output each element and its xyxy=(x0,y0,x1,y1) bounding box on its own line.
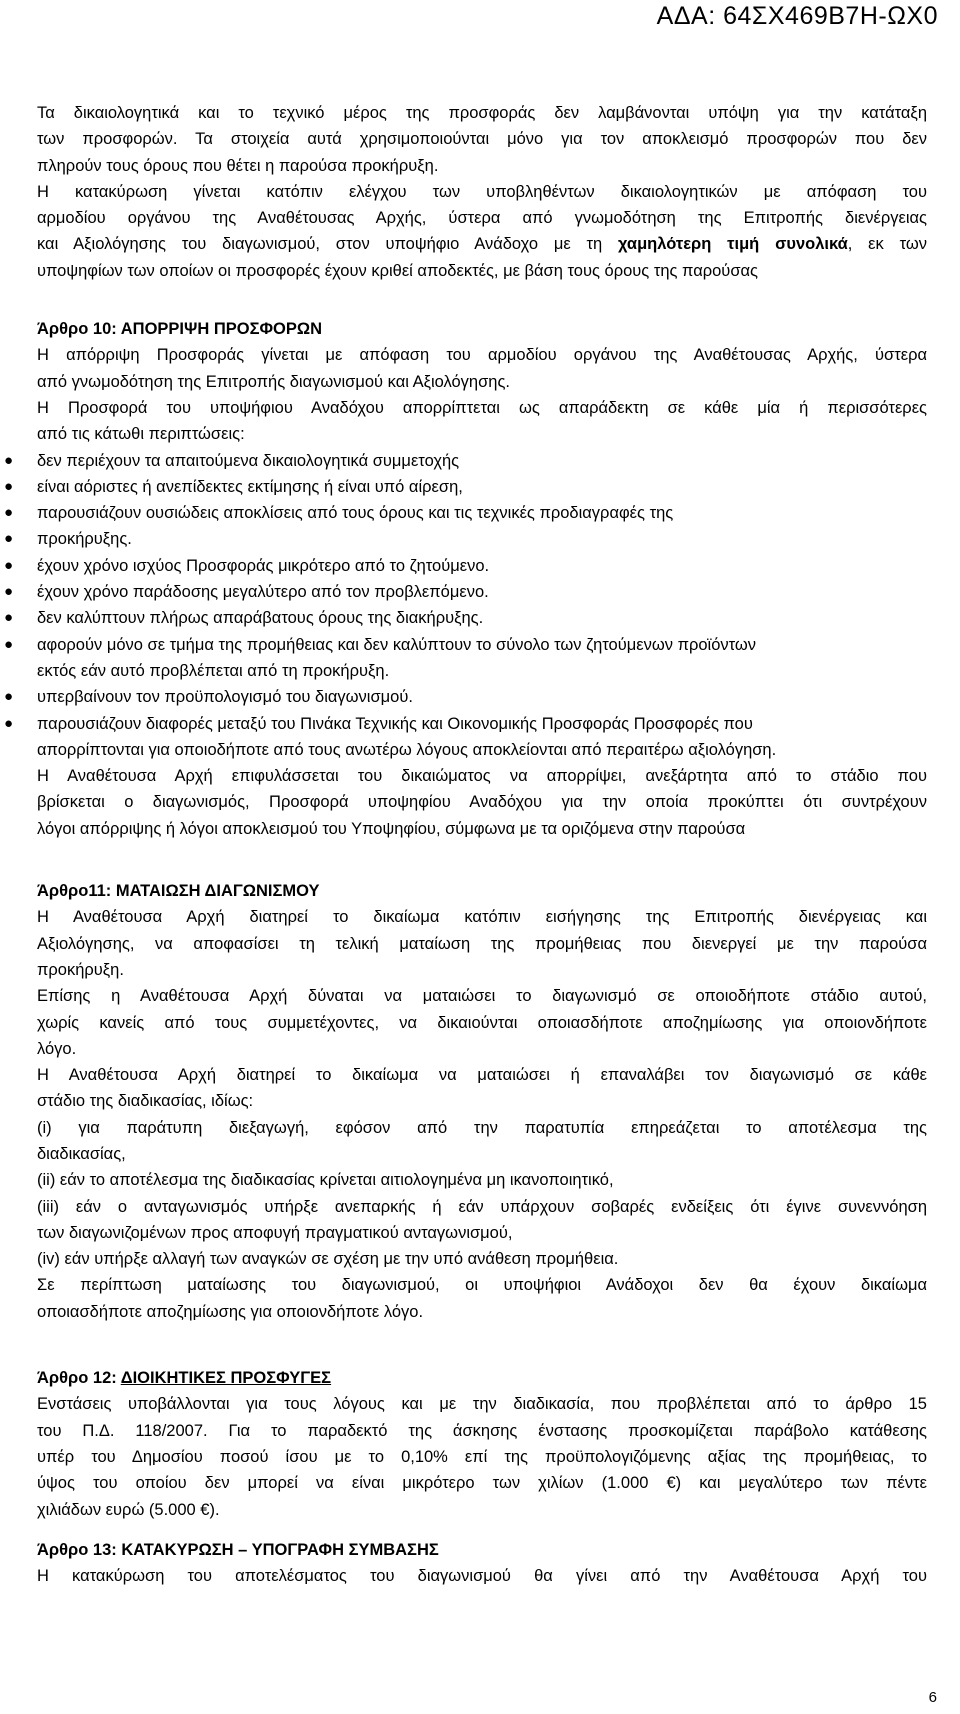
list-item xyxy=(4,474,927,500)
text-line: (iii) εάν ο ανταγωνισμός υπήρξε ανεπαρκής ή εάν υπάρχουν σοβαρές ενδείξεις ότι έγινε συνεννόηση xyxy=(37,1197,927,1216)
bullet-icon: ● xyxy=(4,609,14,627)
list-item-continuation xyxy=(37,737,927,763)
text-line: (iv) εάν υπήρξε αλλαγή των αναγκών σε σχέση με την υπό ανάθεση προμήθεια. xyxy=(37,1250,619,1269)
list-item-text: αφορούν μόνο σε τμήμα της προμήθειας και δεν καλύπτουν το σύνολο των ζητούμενων προϊόντων xyxy=(37,635,757,654)
text-line: αρμοδίου οργάνου της Αναθέτουσας Αρχής, ύστερα από γνωμοδότηση της Επιτροπής διενέργειας xyxy=(37,209,927,228)
text-line: πληρούν τους όρους που θέτει η παρούσα προκήρυξη. xyxy=(37,156,439,175)
list-item-text: εκτός εάν αυτό προβλέπεται από τη προκήρυξη. xyxy=(37,661,390,680)
bullet-icon: ● xyxy=(4,556,14,574)
text-line: Ενστάσεις υποβάλλονται για τους λόγους και με την διαδικασία, που προβλέπεται από το άρθρο 15 xyxy=(37,1395,927,1414)
list-item-text: δεν περιέχουν τα απαιτούμενα δικαιολογητικά συμμετοχής xyxy=(37,451,460,470)
bullet-icon: ● xyxy=(4,530,14,548)
list-item-text: έχουν χρόνο ισχύος Προσφοράς μικρότερο από το ζητούμενο. xyxy=(37,556,490,575)
text-line: του Π.Δ. 118/2007. Για το παραδεκτό της άσκησης ένστασης προσκομίζεται παράβολο κατάθεσης xyxy=(37,1421,927,1440)
article-12 xyxy=(37,1365,927,1523)
bullet-icon: ● xyxy=(4,714,14,732)
article-12-heading xyxy=(37,1365,927,1391)
text-line: Η Αναθέτουσα Αρχή διατηρεί το δικαίωμα να ματαιώσει ή επαναλάβει τον διαγωνισμό σε κάθε xyxy=(37,1066,927,1085)
list-item xyxy=(4,632,927,658)
list-item xyxy=(4,526,927,552)
lowest-price-emphasis: χαμηλότερη τιμή συνολικά xyxy=(618,235,848,254)
rejection-list xyxy=(4,448,927,764)
article-13-heading: Άρθρο 13: ΚΑΤΑΚΥΡΩΣΗ – ΥΠΟΓΡΑΦΗ ΣΥΜΒΑΣΗΣ xyxy=(37,1540,439,1559)
bullet-icon: ● xyxy=(4,477,14,495)
text-line: των διαγωνιζομένων προς αποφυγή πραγματικού ανταγωνισμού, xyxy=(37,1223,513,1242)
list-item xyxy=(4,553,927,579)
text-line: Η Αναθέτουσα Αρχή διατηρεί το δικαίωμα κατόπιν εισήγησης της Επιτροπής διενέργειας και xyxy=(37,908,927,927)
text-line: στάδιο της διαδικασίας, ιδίως: xyxy=(37,1092,254,1111)
article-13 xyxy=(37,1537,927,1590)
list-item-text: απορρίπτονται για οποιοδήποτε από τους ανωτέρω λόγους αποκλείονται από περαιτέρω αξιολόγηση. xyxy=(37,740,777,759)
text-line: προκήρυξη. xyxy=(37,960,124,979)
text-line: Επίσης η Αναθέτουσα Αρχή δύναται να ματαιώσει το διαγωνισμό σε οποιοδήποτε στάδιο αυτού, xyxy=(37,987,927,1006)
text-line: υποψηφίων των οποίων οι προσφορές έχουν κριθεί αποδεκτές, με βάση τους όρους της παρούσας xyxy=(37,261,758,280)
bullet-icon: ● xyxy=(4,451,14,469)
article-11 xyxy=(37,878,927,1325)
text-line: (ii) εάν το αποτέλεσμα της διαδικασίας κρίνεται αιτιολογημένα μη ικανοποιητικό, xyxy=(37,1171,614,1190)
text-line: λόγο. xyxy=(37,1039,77,1058)
bullet-icon: ● xyxy=(4,504,14,522)
text-line: από γνωμοδότηση της Επιτροπής διαγωνισμού και Αξιολόγησης. xyxy=(37,372,511,391)
text-line: Αξιολόγησης, να αποφασίσει τη τελική ματαίωση της προμήθειας που διενεργεί με την παρούσα xyxy=(37,934,927,953)
text-line: υπέρ του Δημοσίου ποσού ίσου με το 0,10% επί της προϋπολογιζόμενης αξίας της προμήθειας, το xyxy=(37,1447,927,1466)
text-line: διαδικασίας, xyxy=(37,1144,126,1163)
text-line: Η κατακύρωση γίνεται κατόπιν ελέγχου των υποβληθέντων δικαιολογητικών με απόφαση του xyxy=(37,182,927,201)
text-span: και Αξιολόγησης του διαγωνισμού, στον υποψήφιο Ανάδοχο με τη xyxy=(37,235,619,254)
text-line: Σε περίπτωση ματαίωσης του διαγωνισμού, οι υποψήφιοι Ανάδοχοι δεν θα έχουν δικαίωμα xyxy=(37,1276,927,1295)
list-item-text: παρουσιάζουν ουσιώδεις αποκλίσεις από τους όρους και τις τεχνικές προδιαγραφές της xyxy=(37,504,674,523)
article-11-heading: Άρθρο11: ΜΑΤΑΙΩΣΗ ΔΙΑΓΩΝΙΣΜΟΥ xyxy=(37,882,320,901)
text-line: Η κατακύρωση του αποτελέσματος του διαγωνισμού θα γίνει από την Αναθέτουσα Αρχή του xyxy=(37,1567,927,1586)
list-item xyxy=(4,711,927,737)
text-line: από τις κάτωθι περιπτώσεις: xyxy=(37,425,245,444)
text-line: Τα δικαιολογητικά και το τεχνικό μέρος της προσφοράς δεν λαμβάνονται υπόψη για την κατάταξη xyxy=(37,104,927,122)
text-line: χιλιάδων ευρώ (5.000 €). xyxy=(37,1500,220,1519)
text-line: των προσφορών. Τα στοιχεία αυτά χρησιμοποιούνται μόνο για τον αποκλεισμό προσφορών που δεν xyxy=(37,130,927,149)
ada-code: ΑΔΑ: 64ΣΧ469Β7Η-ΩΧ0 xyxy=(656,2,938,30)
document-body xyxy=(4,100,928,1589)
bullet-icon: ● xyxy=(4,688,14,706)
list-item-text: παρουσιάζουν διαφορές μεταξύ του Πινάκα Τεχνικής και Οικονομικής Προσφοράς Προσφορές που xyxy=(37,714,753,733)
text-line: χωρίς κανείς από τους συμμετέχοντες, να δικαιούνται οποιασδήποτε αποζημίωσης για οποιονδήποτε xyxy=(37,1013,927,1032)
text-line xyxy=(37,231,927,257)
list-item xyxy=(4,605,927,631)
heading-underlined: ΔΙΟΙΚΗΤΙΚΕΣ ΠΡΟΣΦΥΓΕΣ xyxy=(120,1369,332,1388)
list-item-text: προκήρυξης. xyxy=(37,530,132,549)
list-item-text: είναι αόριστες ή ανεπίδεκτες εκτίμησης ή είναι υπό αίρεση, xyxy=(37,477,463,496)
heading-prefix: Άρθρο 12: xyxy=(37,1369,121,1388)
text-line: λόγοι απόρριψης ή λόγοι αποκλεισμού του Υποψηφίου, σύμφωνα με τα οριζόμενα στην παρούσα xyxy=(37,819,746,838)
page-number: 6 xyxy=(928,1689,937,1706)
list-item-text: υπερβαίνουν τον προϋπολογισμό του διαγωνισμού. xyxy=(37,688,413,707)
article-10 xyxy=(4,316,927,842)
text-span: , εκ των xyxy=(847,235,928,254)
bullet-icon: ● xyxy=(4,635,14,653)
list-item-text: έχουν χρόνο παράδοσης μεγαλύτερο από τον προβλεπόμενο. xyxy=(37,583,489,602)
list-item xyxy=(4,579,927,605)
text-line: ύψος του οποίου δεν μπορεί να είναι μικρότερο των χιλίων (1.000 €) και μεγαλύτερο των πέντε xyxy=(37,1474,927,1493)
list-item xyxy=(4,500,927,526)
text-line: Η Προσφορά του υποψήφιου Αναδόχου απορρίπτεται ως απαράδεκτη σε κάθε μία ή περισσότερες xyxy=(37,398,927,417)
text-line: βρίσκεται ο διαγωνισμός, Προσφορά υποψηφίου Αναδόχου για την οποία προκύπτει ότι συντρέχουν xyxy=(37,793,927,812)
list-item xyxy=(4,448,927,474)
bullet-icon: ● xyxy=(4,583,14,601)
text-line: οποιασδήποτε αποζημίωσης για οποιονδήποτε λόγο. xyxy=(37,1302,424,1321)
list-item xyxy=(4,684,927,710)
article-10-heading: Άρθρο 10: ΑΠΟΡΡΙΨΗ ΠΡΟΣΦΟΡΩΝ xyxy=(37,320,323,339)
list-item-text: δεν καλύπτουν πλήρως απαράβατους όρους της διακήρυξης. xyxy=(37,609,484,628)
text-line: Η Αναθέτουσα Αρχή επιφυλάσσεται του δικαιώματος να απορρίψει, ανεξάρτητα από το στάδιο που xyxy=(37,767,927,786)
list-item-continuation xyxy=(37,658,927,684)
text-line: Η απόρριψη Προσφοράς γίνεται με απόφαση του αρμοδίου οργάνου της Αναθέτουσας Αρχής, ύστερα xyxy=(37,346,927,365)
text-line: (i) για παράτυπη διεξαγωγή, εφόσον από την παρατυπία επηρεάζεται το αποτέλεσμα της xyxy=(37,1118,927,1137)
